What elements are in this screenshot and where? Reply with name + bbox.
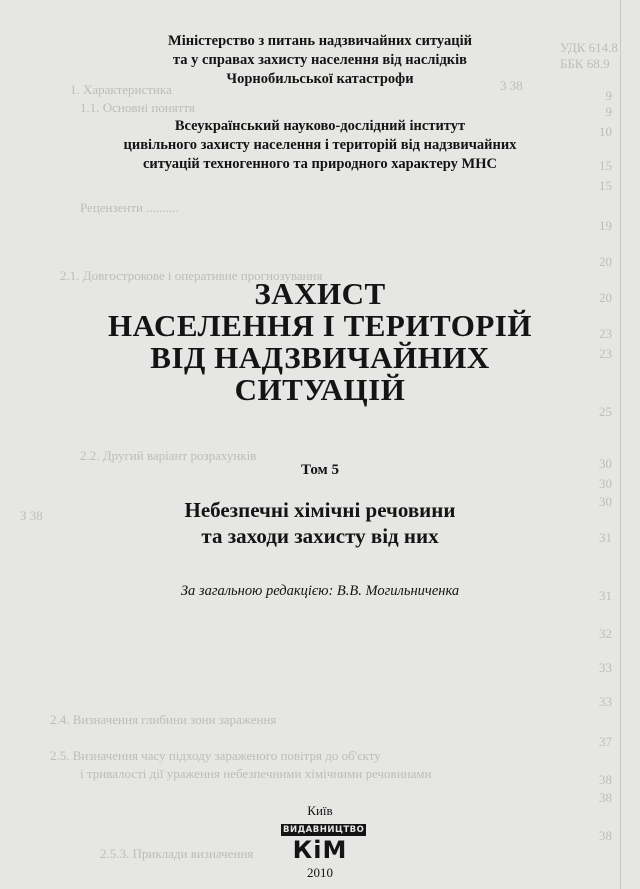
title-line: ЗАХИСТ	[254, 276, 386, 311]
publisher-logo-big: КіМ	[292, 836, 348, 864]
publisher-city: Київ	[307, 803, 333, 818]
publication-year: 2010	[307, 865, 333, 880]
institute-line: цивільного захисту населення і територій від надзвичайних	[123, 137, 517, 153]
institute-line: Всеукраїнський науково-дослідний інститут	[174, 118, 466, 134]
ministry-heading	[0, 32, 640, 89]
ministry-line: Міністерство з питань надзвичайних ситуацій	[168, 33, 472, 49]
title-line: НАСЕЛЕННЯ І ТЕРИТОРІЙ	[108, 308, 532, 343]
institute-heading	[0, 117, 640, 174]
title-line: СИТУАЦІЙ	[234, 372, 406, 407]
volume-number: Том 5	[300, 462, 339, 478]
ministry-line: та у справах захисту населення від наслідків	[172, 52, 467, 68]
title-line: ВІД НАДЗВИЧАЙНИХ	[150, 340, 490, 375]
subtitle-line: та заходи захисту від них	[201, 524, 439, 548]
ministry-line: Чорнобильської катастрофи	[226, 71, 414, 87]
book-subtitle	[0, 497, 640, 549]
subtitle-line: Небезпечні хімічні речовини	[184, 498, 456, 522]
institute-line: ситуацій техногенного та природного характеру МНС	[142, 156, 497, 172]
publisher-logo-small: ВИДАВНИЦТВО	[283, 825, 365, 835]
book-title	[0, 278, 640, 406]
publisher-logo	[281, 819, 365, 864]
bleed-through-text: УДК 614.8 ББК 68.9 3 38 1. Характеристика 9 1.1. Основні поняття 9 10 15 15 Рецензенти .......... 19 20 2.1. Довгострокове і оперативне прогнозування 20 23 23 25 2.2. Другий варіант розрахунків 30 30 30 З 38 31 31 32 33 33 2.4. Визначення глибини зони зараження 37 2.5. Визначення часу підходу зараженого повітря до об'єкту і тривалості дії ураження небезпечними хімічними речовинами 38 38 38 2.5.3. Приклади визначення	[20, 40, 618, 861]
editor-credit: За загальною редакцією: В.В. Могильниченка	[180, 583, 460, 599]
